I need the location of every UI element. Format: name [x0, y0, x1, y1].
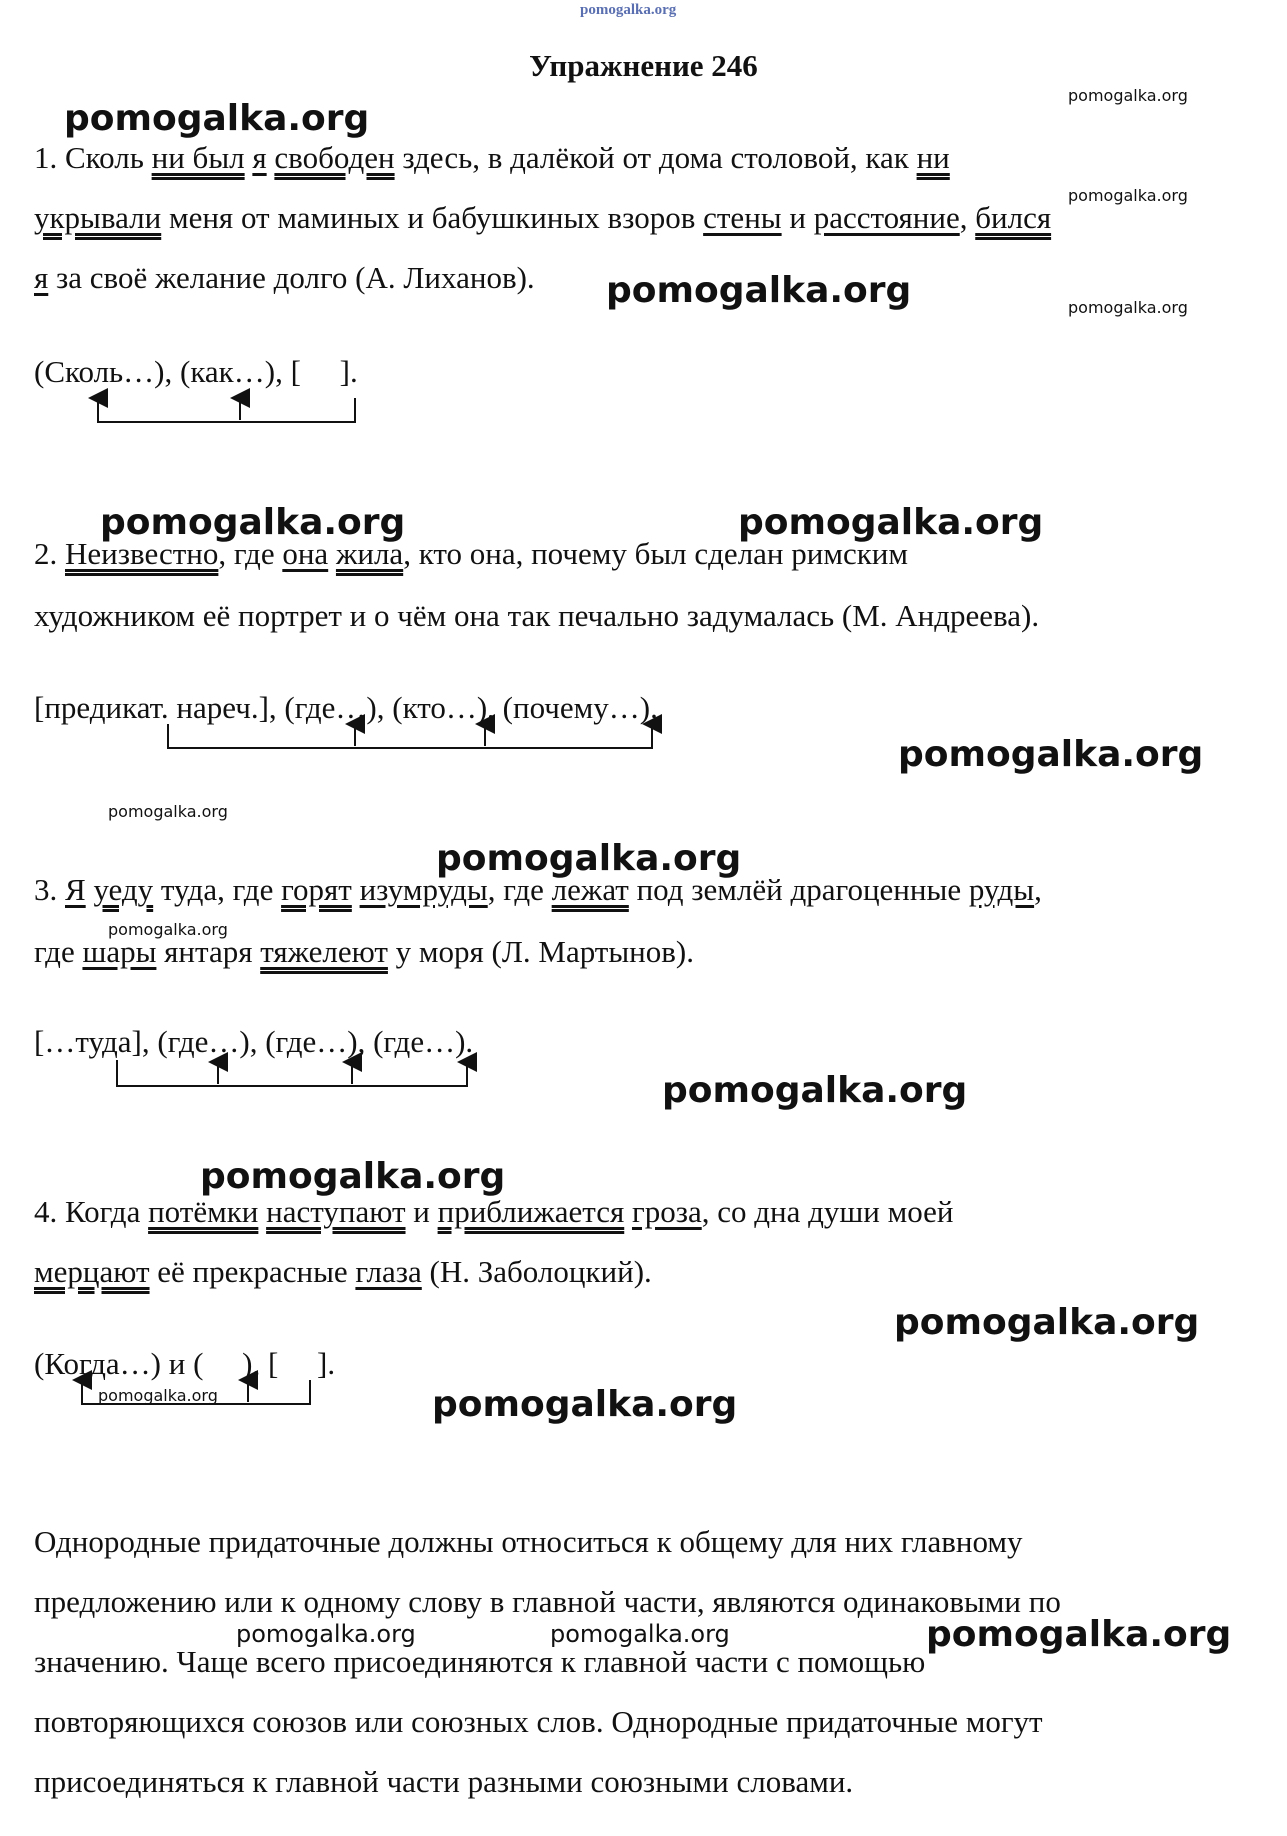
conclusion-line-2: предложению или к одному слову в главной части, являются одинаковыми по — [34, 1584, 1061, 1619]
watermark: pomogalka.org — [898, 734, 1204, 775]
watermark: pomogalka.org — [100, 502, 406, 543]
ex2-line1: 2. Неизвестно, где она жила, кто она, почему был сделан римским — [34, 536, 908, 571]
ex1-line2: укрывали меня от маминых и бабушкиных взоров стены и расстояние, бился — [34, 200, 1052, 235]
watermark: pomogalka.org — [894, 1302, 1200, 1343]
ex1-line3: я за своё желание долго (А. Лиханов). — [34, 260, 535, 295]
ex3-line2: где шары янтаря тяжелеют у моря (Л. Мартынов). — [34, 934, 694, 969]
watermark: pomogalka.org — [432, 1384, 738, 1425]
ex4-line1: 4. Когда потёмки наступают и приближается гроза, со дна души моей — [34, 1194, 954, 1229]
page-title: Упражнение 246 — [529, 48, 758, 83]
watermark: pomogalka.org — [550, 1620, 730, 1648]
ex1-schema: (Сколь…), (как…), [ ]. — [34, 354, 358, 389]
watermark: pomogalka.org — [926, 1614, 1232, 1655]
ex2-line2: художником её портрет и о чём она так печально задумалась (М. Андреева). — [34, 598, 1040, 633]
ex4-line2: мерцают её прекрасные глаза (Н. Заболоцкий). — [34, 1254, 652, 1289]
ex2-schema: [предикат. нареч.], (где…), (кто…), (почему…). — [34, 690, 658, 725]
watermark: pomogalka.org — [662, 1070, 968, 1111]
watermark: pomogalka.org — [108, 920, 228, 939]
watermark: pomogalka.org — [236, 1620, 416, 1648]
watermark: pomogalka.org — [108, 802, 228, 821]
ex1-connector — [98, 398, 355, 422]
ex4-schema: (Когда…) и ( ), [ ]. — [34, 1346, 336, 1381]
ex3-line1: 3. Я уеду туда, где горят изумруды, где лежат под землёй драгоценные руды, — [34, 872, 1042, 907]
watermark: pomogalka.org — [200, 1156, 506, 1197]
conclusion-line-1: Однородные придаточные должны относиться к общему для них главному — [34, 1524, 1023, 1559]
watermark: pomogalka.org — [98, 1386, 218, 1405]
ex3-connector — [117, 1060, 467, 1086]
watermark: pomogalka.org — [1068, 186, 1188, 205]
ex2-connector — [168, 724, 652, 748]
conclusion-line-5: присоединяться к главной части разными союзными словами. — [34, 1764, 854, 1799]
top-watermark: pomogalka.org — [580, 2, 677, 18]
watermark: pomogalka.org — [1068, 298, 1188, 317]
watermark: pomogalka.org — [738, 502, 1044, 543]
conclusion-line-3: значению. Чаще всего присоединяются к главной части с помощью — [34, 1644, 926, 1679]
conclusion-line-4: повторяющихся союзов или союзных слов. Однородные придаточные могут — [34, 1704, 1043, 1739]
watermark: pomogalka.org — [606, 270, 912, 311]
ex3-schema: […туда], (где…), (где…), (где…). — [34, 1024, 474, 1059]
watermark: pomogalka.org — [64, 98, 370, 139]
ex1-line1: 1. Сколь ни был я свободен здесь, в далёкой от дома столовой, как ни — [34, 140, 950, 175]
watermark: pomogalka.org — [436, 838, 742, 879]
watermark: pomogalka.org — [1068, 86, 1188, 105]
